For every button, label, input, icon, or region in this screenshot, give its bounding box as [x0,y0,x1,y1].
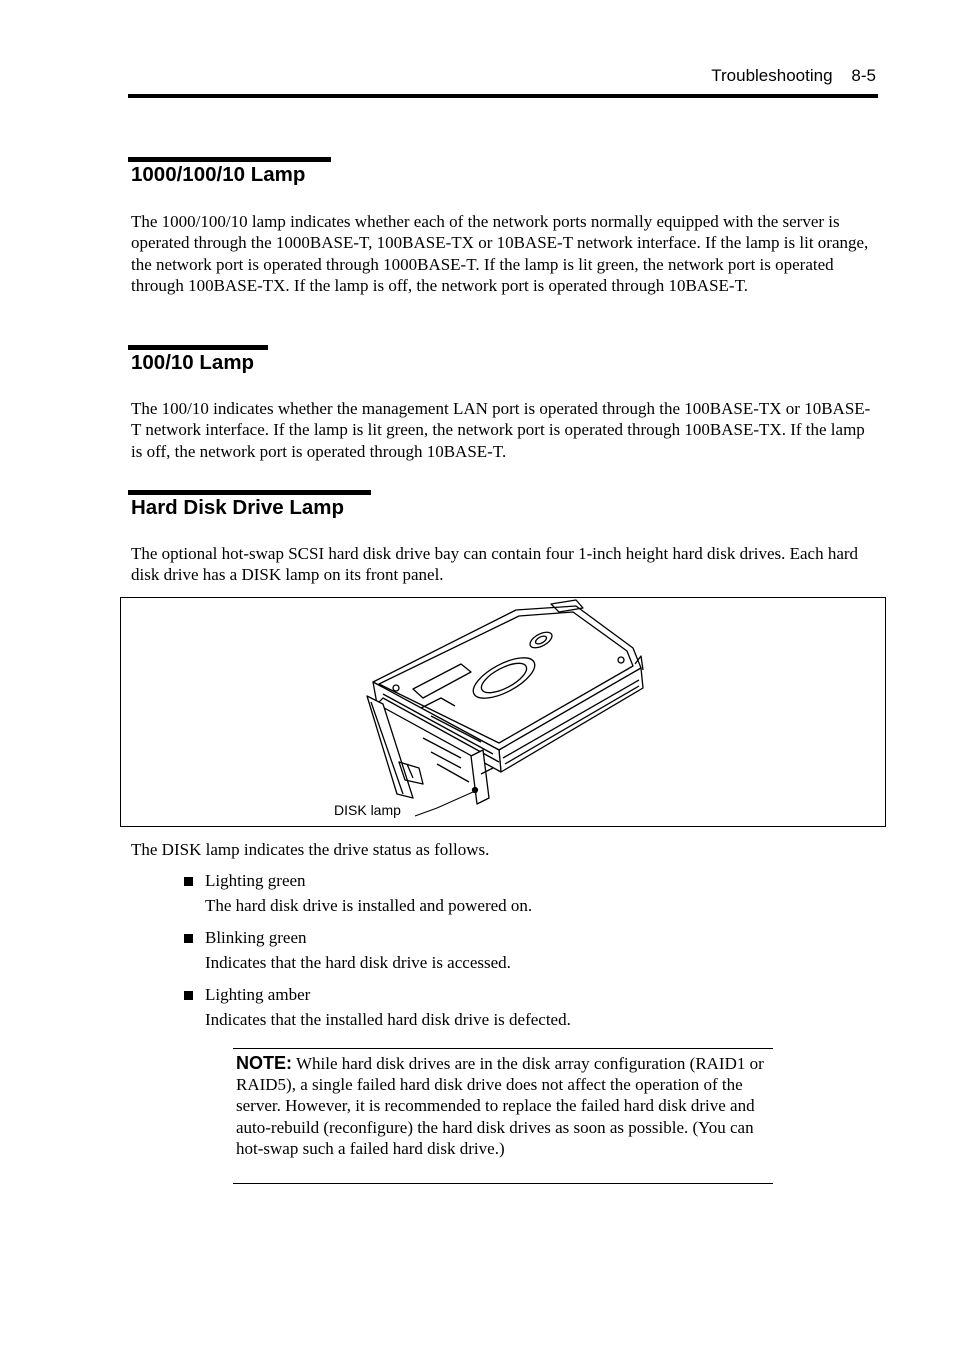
section-body-100-10-lamp: The 100/10 indicates whether the management LAN port is operated through the 100BASE-TX or 10BASE-T network interface. If the lamp is lit green, the network port is operated through 100BASE-TX. If the lamp is off, the network port is operated through 10BASE-T. [131,399,871,461]
status-intro: The DISK lamp indicates the drive status as follows. [131,840,490,859]
bullet-square-icon [184,877,193,886]
status-title: Blinking green [205,928,307,947]
header-rule [128,94,878,98]
note-box [233,1048,773,1184]
hard-disk-figure [120,597,886,827]
section-body-hard-disk-drive-lamp: The optional hot-swap SCSI hard disk drive bay can contain four 1-inch height hard disk drives. Each hard disk drive has a DISK lamp on its front panel. [131,544,859,585]
status-desc: Indicates that the installed hard disk drive is defected. [205,1010,571,1029]
bullet-square-icon [184,934,193,943]
page-header [128,64,878,98]
section-title-100-10-lamp: 100/10 Lamp [131,351,255,374]
disk-lamp-callout: DISK lamp [334,802,401,818]
section-body-1000-100-10-lamp: The 1000/100/10 lamp indicates whether each of the network ports normally equipped with the server is operated through the 1000BASE-T, 100BASE-TX or 10BASE-T network interface. If the lamp is lit orange, the network port is operated through 1000BASE-T. If the lamp is lit green, the network port is operated through 100BASE-TX. If the lamp is off, the network port is operated through 10BASE-T. [131,212,869,295]
section-rule [128,345,268,350]
section-rule [128,490,371,495]
status-title: Lighting green [205,871,306,890]
note-text: While hard disk drives are in the disk array configuration (RAID1 or RAID5), a single failed hard disk drive does not affect the operation of the server. However, it is recommended to replace the failed hard disk drive and auto-rebuild (reconfigure) the hard disk drives as soon as possible. (You can hot-swap such a failed hard disk drive.) [236,1054,764,1158]
bullet-square-icon [184,991,193,1000]
status-desc: Indicates that the hard disk drive is accessed. [205,953,511,972]
section-rule [128,157,331,162]
hard-disk-drive-illustration [121,598,885,826]
section-title-1000-100-10-lamp: 1000/100/10 Lamp [131,163,306,186]
header-text: Troubleshooting 8-5 [711,66,876,85]
section-title-hard-disk-drive-lamp: Hard Disk Drive Lamp [131,496,345,519]
status-title: Lighting amber [205,985,311,1004]
note-body [236,1053,766,1159]
status-desc: The hard disk drive is installed and powered on. [205,896,533,915]
note-label: NOTE: [236,1053,292,1073]
